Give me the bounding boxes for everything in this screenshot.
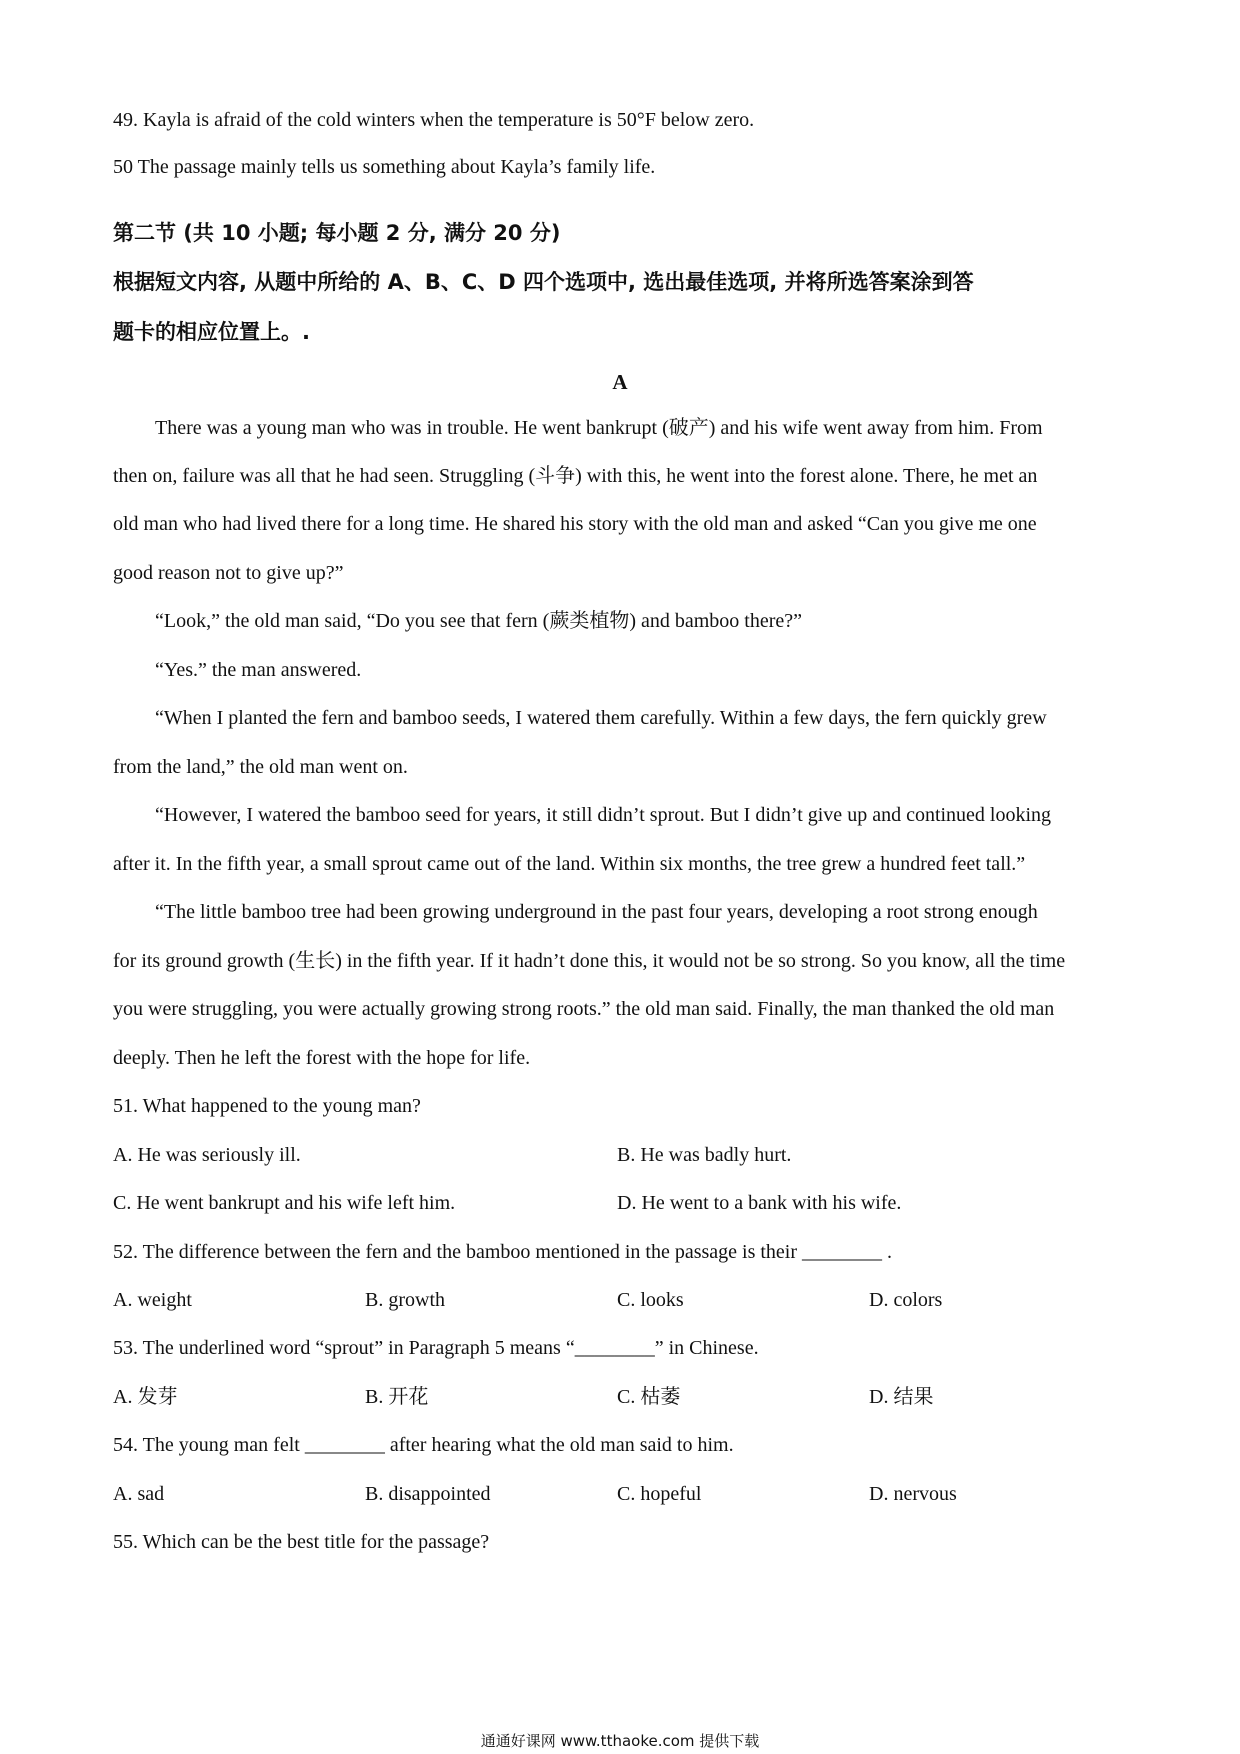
q51-option-c[interactable]: C. He went bankrupt and his wife left him. (113, 1192, 456, 1214)
q54-option-a[interactable]: A. sad (113, 1483, 165, 1505)
section-instruction-line-2: 题卡的相应位置上。. (113, 320, 310, 344)
passage-line: “Look,” the old man said, “Do you see that fern (蕨类植物) and bamboo there?” (155, 610, 803, 632)
q53-option-d[interactable]: D. 结果 (869, 1386, 934, 1408)
page-footer: 通通好课网 www.tthaoke.com 提供下载 (480, 1732, 760, 1750)
passage-line: good reason not to give up?” (113, 562, 344, 584)
question-51-stem: 51. What happened to the young man? (113, 1095, 421, 1117)
passage-heading: A (612, 370, 628, 394)
section-instruction-line-1: 根据短文内容, 从题中所给的 A、B、C、D 四个选项中, 选出最佳选项, 并将所选答案涂到答 (113, 270, 974, 294)
passage-line: old man who had lived there for a long time. He shared his story with the old man and asked “Can you give me one (113, 513, 1037, 535)
passage-line: “When I planted the fern and bamboo seeds, I watered them carefully. Within a few days, the fern quickly grew (155, 707, 1047, 729)
passage-line: for its ground growth (生长) in the fifth year. If it hadn’t done this, it would not be so strong. So you know, all the time (113, 950, 1066, 972)
passage-line: from the land,” the old man went on. (113, 756, 408, 778)
passage-line: after it. In the fifth year, a small sprout came out of the land. Within six months, the tree grew a hundred feet tall.” (113, 853, 1026, 875)
passage-line: “Yes.” the man answered. (155, 659, 362, 681)
q53-option-a[interactable]: A. 发芽 (113, 1386, 178, 1408)
question-53-stem: 53. The underlined word “sprout” in Paragraph 5 means “________” in Chinese. (113, 1337, 759, 1359)
q53-option-b[interactable]: B. 开花 (365, 1386, 429, 1408)
section-title: 第二节 (共 10 小题; 每小题 2 分, 满分 20 分) (113, 221, 561, 245)
q54-option-c[interactable]: C. hopeful (617, 1483, 702, 1505)
statement-49: 49. Kayla is afraid of the cold winters when the temperature is 50°F below zero. (113, 109, 755, 131)
passage-line: you were struggling, you were actually growing strong roots.” the old man said. Finally, the man thanked the old man (113, 998, 1055, 1020)
q51-option-a[interactable]: A. He was seriously ill. (113, 1144, 301, 1166)
q51-option-b[interactable]: B. He was badly hurt. (617, 1144, 792, 1166)
q53-option-c[interactable]: C. 枯萎 (617, 1386, 681, 1408)
q54-option-b[interactable]: B. disappointed (365, 1483, 491, 1505)
question-55-stem: 55. Which can be the best title for the passage? (113, 1531, 490, 1553)
q52-option-b[interactable]: B. growth (365, 1289, 445, 1311)
q52-option-a[interactable]: A. weight (113, 1289, 192, 1311)
passage-line: then on, failure was all that he had seen. Struggling (斗争) with this, he went into the forest alone. There, he met an (113, 465, 1038, 487)
statement-50: 50 The passage mainly tells us something about Kayla’s family life. (113, 156, 656, 178)
passage-line: There was a young man who was in trouble. He went bankrupt (破产) and his wife went away from him. From (155, 417, 1043, 439)
question-52-stem: 52. The difference between the fern and the bamboo mentioned in the passage is their ________ . (113, 1241, 893, 1263)
passage-line: deeply. Then he left the forest with the hope for life. (113, 1047, 531, 1069)
question-54-stem: 54. The young man felt ________ after hearing what the old man said to him. (113, 1434, 734, 1456)
q52-option-c[interactable]: C. looks (617, 1289, 684, 1311)
passage-line: “However, I watered the bamboo seed for years, it still didn’t sprout. But I didn’t give up and continued looking (155, 804, 1052, 826)
q52-option-d[interactable]: D. colors (869, 1289, 943, 1311)
passage-line: “The little bamboo tree had been growing underground in the past four years, developing a root strong enough (155, 901, 1038, 923)
q51-option-d[interactable]: D. He went to a bank with his wife. (617, 1192, 902, 1214)
q54-option-d[interactable]: D. nervous (869, 1483, 957, 1505)
